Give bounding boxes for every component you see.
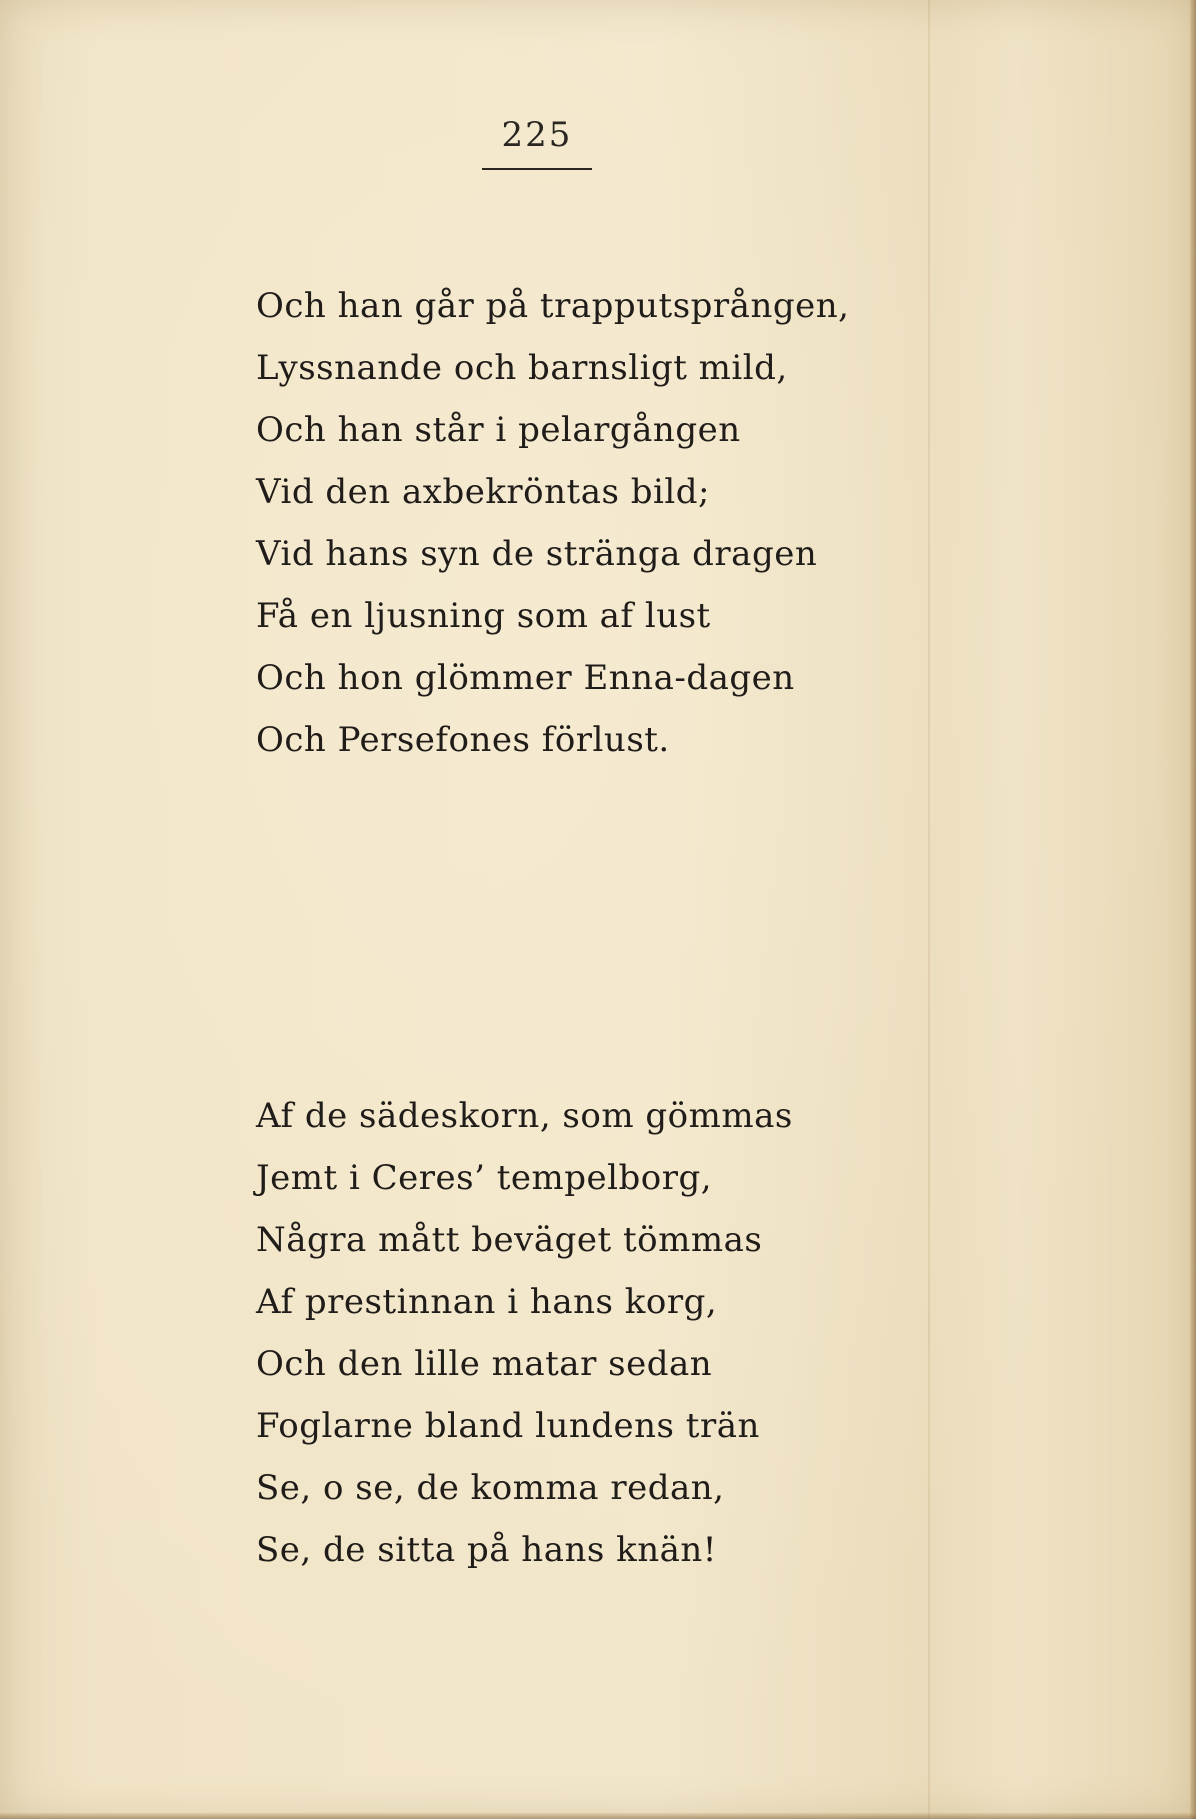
page-bottom-edge — [0, 1813, 1196, 1819]
stanza-1 — [256, 275, 849, 771]
page-number-rule — [482, 168, 592, 170]
page-fold-shadow — [928, 0, 930, 1819]
verse-line: Och den lille matar sedan — [256, 1344, 713, 1384]
verse-line: Lyssnande och barnsligt mild, — [256, 348, 788, 388]
verse-line: Och han står i pelargången — [256, 410, 741, 450]
verse-line: Jemt i Ceres’ tempelborg, — [256, 1158, 713, 1198]
verse-line: Några mått beväget tömmas — [256, 1220, 763, 1260]
verse-line: Och hon glömmer Enna-dagen — [256, 658, 795, 698]
stanza-2 — [256, 1085, 793, 1581]
verse-line: Vid hans syn de stränga dragen — [256, 534, 818, 574]
verse-line: Foglarne bland lundens trän — [256, 1406, 760, 1446]
verse-line: Se, de sitta på hans knän! — [256, 1530, 717, 1570]
verse-line: Och Persefones förlust. — [256, 720, 670, 760]
page-number: 225 — [501, 115, 573, 155]
verse-line: Se, o se, de komma redan, — [256, 1468, 725, 1508]
verse-line: Och han går på trapputsprången, — [256, 286, 850, 326]
verse-line: Få en ljusning som af lust — [256, 596, 711, 636]
verse-line: Vid den axbekröntas bild; — [256, 472, 710, 512]
page-right-edge — [1190, 0, 1196, 1819]
verse-line: Af de sädeskorn, som gömmas — [256, 1096, 793, 1136]
verse-line: Af prestinnan i hans korg, — [256, 1282, 718, 1322]
